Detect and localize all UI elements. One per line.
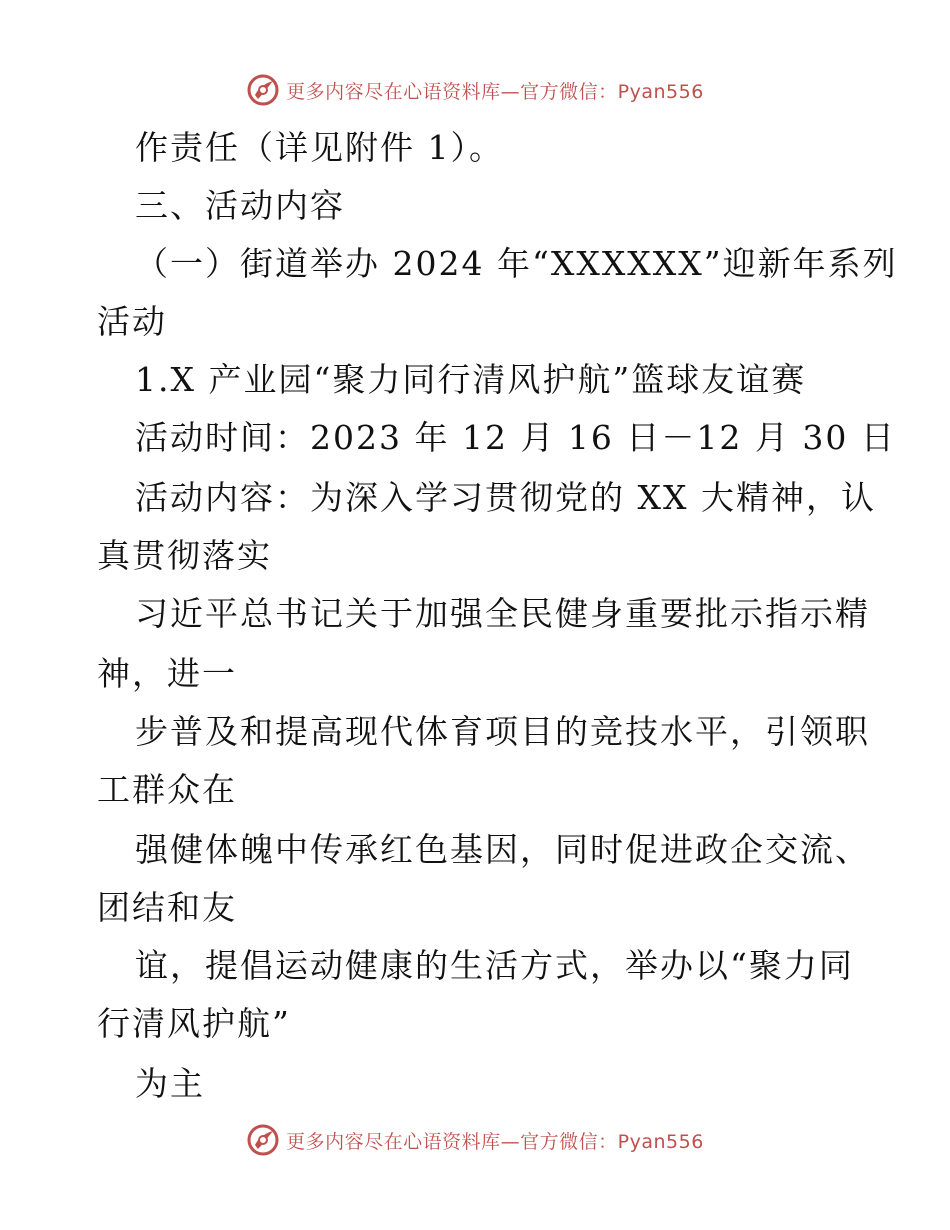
activity-content-line-3: 习近平总书记关于加强全民健身重要批示指示精	[135, 594, 870, 633]
logo-icon	[246, 1123, 280, 1157]
activity-content-line-6: 工群众在	[97, 770, 237, 809]
section-heading: 三、活动内容	[135, 186, 345, 225]
activity-content-line-5: 步普及和提高现代体育项目的竞技水平，引领职	[135, 712, 870, 751]
subsection-heading: （一）街道举办 2024 年“XXXXXX”迎新年系列	[135, 244, 898, 283]
activity-time: 活动时间：2023 年 12 月 16 日－12 月 30 日	[135, 418, 896, 457]
footer-watermark-text: 更多内容尽在心语资料库—官方微信：Pyan556	[286, 1130, 704, 1153]
item-title: 1.X 产业园“聚力同行清风护航”篮球友谊赛	[135, 360, 807, 399]
activity-content-line-1: 活动内容：为深入学习贯彻党的 XX 大精神，认	[135, 478, 876, 517]
header-watermark-text: 更多内容尽在心语资料库—官方微信：Pyan556	[286, 80, 704, 103]
activity-content-line-11: 为主	[135, 1064, 205, 1103]
activity-content-line-7: 强健体魄中传承红色基因，同时促进政企交流、	[135, 830, 870, 869]
subsection-heading-cont: 活动	[97, 302, 167, 341]
activity-content-line-9: 谊，提倡运动健康的生活方式，举办以“聚力同	[135, 946, 854, 985]
activity-content-line-2: 真贯彻落实	[97, 536, 272, 575]
footer-watermark-banner	[0, 1120, 950, 1160]
activity-content-line-8: 团结和友	[97, 888, 237, 927]
activity-content-line-10: 行清风护航”	[97, 1004, 291, 1043]
activity-content-line-4: 神，进一	[97, 654, 237, 693]
body-line-1: 作责任（详见附件 1）。	[135, 128, 504, 167]
header-watermark-banner	[0, 70, 950, 110]
logo-icon	[246, 73, 280, 107]
